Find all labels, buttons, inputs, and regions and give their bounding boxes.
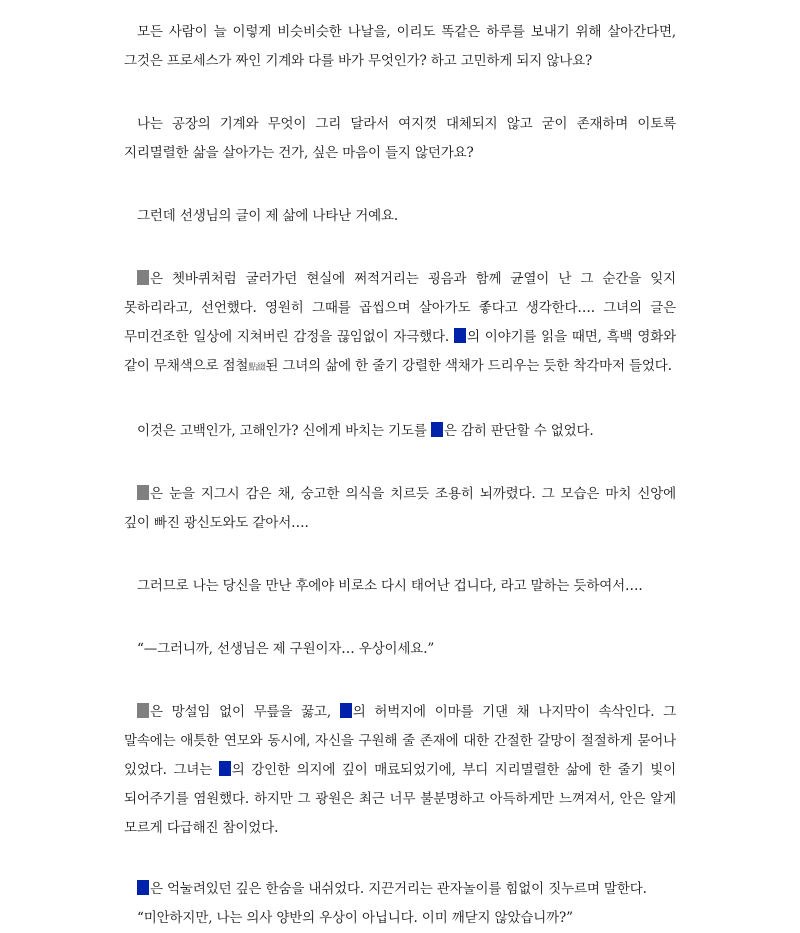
paragraph-5-text-b: 은 감히 판단할 수 없었다.: [443, 423, 594, 439]
redacted-name-blue: [137, 880, 149, 895]
paragraph-9-text-b: 의 허벅지에 이마를 기댄 채 나지막이 속삭인다. 그 말속에는 애틋한 연모와 동시에, 자신을 구원해 줄 존재에 대한 간절한 갈망이 절절하게 묻어나 있었다. 그녀는: [124, 704, 676, 778]
paragraph-9-text-c: 의 강인한 의지에 깊이 매료되었기에, 부디 지리멸렬한 삶에 한 줄기 빛이 되어주기를 염원했다. 하지만 그 광원은 최근 너무 불분명하고 아득하게만 느껴져서, 안은 알게 모르게 다급해진 참이었다.: [124, 762, 676, 836]
redacted-name-gray: [137, 703, 149, 718]
paragraph-9-text-a: 은 망설임 없이 무릎을 꿇고,: [150, 704, 331, 720]
paragraph-4-text-c: 된 그녀의 삶에 한 줄기 강렬한 색채가 드리우는 듯한 착각마저 들었다.: [265, 358, 672, 374]
paragraph-2: 나는 공장의 기계와 무엇이 그리 달라서 여지껏 대체되지 않고 굳이 존재하며 이토록 지리멸렬한 삶을 살아가는 건가, 싶은 마음이 들지 않던가요?: [124, 116, 676, 161]
paragraph-4: [124, 265, 676, 383]
paragraph-6: [124, 480, 676, 538]
paragraph-4-text-b: 의 이야기를 읽을 때면, 흑백 영화와 같이 무채색으로 점철: [124, 329, 676, 374]
paragraph-10-quote: “미안하지만, 나는 의사 양반의 우상이 아닙니다. 이미 깨닫지 않았습니까?”: [137, 910, 573, 926]
redacted-name-blue: [454, 328, 466, 343]
paragraph-10-text-a: 은 억눌려있던 깊은 한숨을 내쉬었다. 지끈거리는 관자놀이를 힘없이 짓누르며 말한다.: [150, 881, 647, 897]
redacted-name-gray: [137, 270, 149, 285]
paragraph-3: 그런데 선생님의 글이 제 삶에 나타난 거예요.: [137, 208, 399, 224]
paragraph-8: “—그러니까, 선생님은 제 구원이자… 우상이세요.”: [137, 641, 435, 657]
paragraph-5: [124, 417, 676, 446]
paragraph-7: 그러므로 나는 당신을 만난 후에야 비로소 다시 태어난 겁니다, 라고 말하는 듯하여서….: [137, 578, 643, 594]
redacted-name-gray: [137, 485, 149, 500]
paragraph-6-text: 은 눈을 지그시 감은 채, 숭고한 의식을 치르듯 조용히 뇌까렸다. 그 모습은 마치 신앙에 깊이 빠진 광신도와도 같아서….: [124, 486, 676, 531]
paragraph-5-text-a: 이것은 고백인가, 고해인가? 신에게 바치는 기도를: [137, 423, 427, 439]
paragraph-10: [124, 875, 676, 933]
redacted-name-blue: [219, 761, 231, 776]
redacted-name-blue: [431, 422, 443, 437]
paragraph-9: [124, 698, 676, 843]
redacted-name-blue: [340, 703, 352, 718]
hanja-annotation: 點綴: [248, 363, 266, 373]
paragraph-1: 모든 사람이 늘 이렇게 비슷비슷한 나날을, 이리도 똑같은 하루를 보내기 위해 살아간다면, 그것은 프로세스가 짜인 기계와 다를 바가 무엇인가? 하고 고민하게 되지 않나요?: [124, 24, 676, 69]
paragraph-4-text-a: 은 쳇바퀴처럼 굴러가던 현실에 쩌적거리는 굉음과 함께 균열이 난 그 순간을 잊지 못하리라고, 선언했다. 영원히 그때를 곱씹으며 살아가도 좋다고 생각한다…. 그녀의 글은 무미건조한 일상에 지쳐버린 감정을 끊임없이 자극했다.: [124, 271, 676, 345]
